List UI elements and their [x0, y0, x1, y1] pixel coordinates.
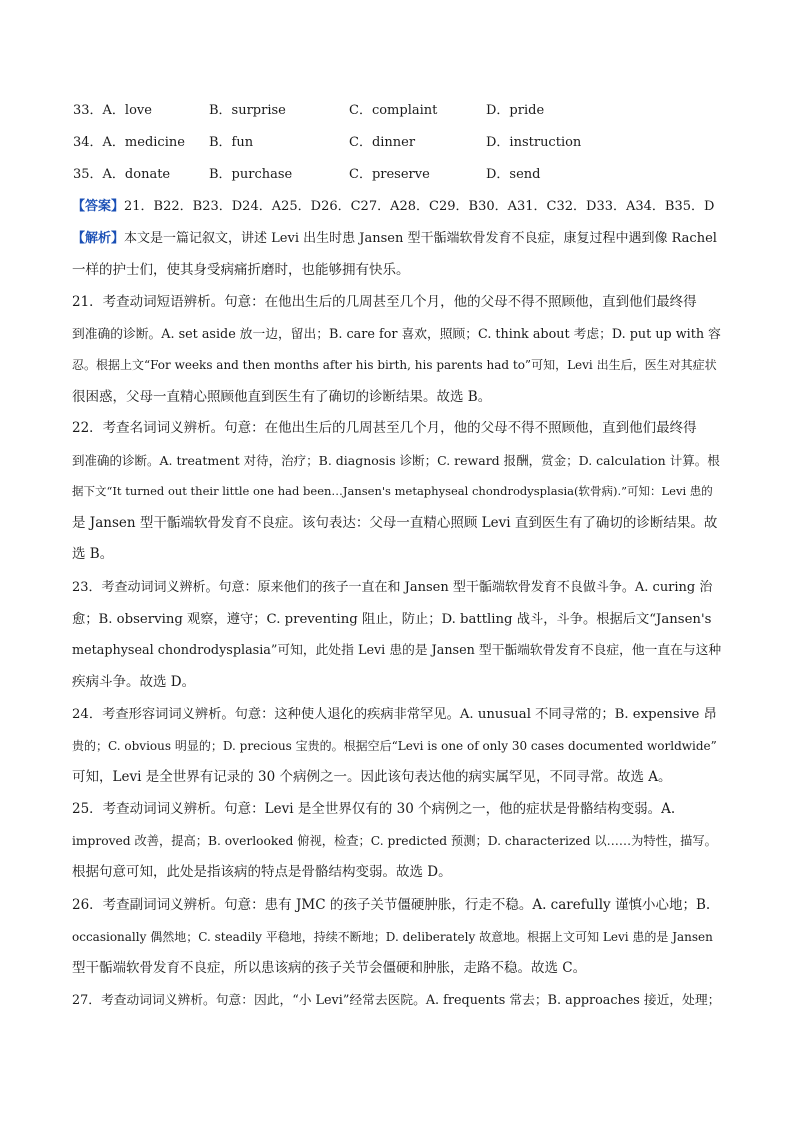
option-34-c: C．dinner	[349, 135, 416, 150]
explanation-24	[72, 699, 722, 794]
option-35-d: D．send	[486, 167, 541, 182]
text-line: 愈；B. observing 观察，遵守；C. preventing 阻止，防止；D. battling 战斗，斗争。根据后文“Jansen's	[72, 611, 712, 627]
text-line: 23．考查动词词义辨析。句意：原来他们的孩子一直在和 Jansen 型干骺端软骨发育不良做斗争。A. curing 治	[72, 580, 713, 595]
text-line: 22．考查名词词义辨析。句意：在他出生后的几周甚至几个月，他的父母不得不照顾他，直到他们最终得	[72, 420, 697, 436]
text-line: 到准确的诊断。A. treatment 对待，治疗；B. diagnosis 诊断；C. reward 报酬，赏金；D. calculation 计算。根	[72, 452, 720, 468]
analysis-section	[72, 223, 722, 286]
text-line: 26．考查副词词义辨析。句意：患有 JMC 的孩子关节僵硬肿胀，行走不稳。A. carefully 谨慎小心地；B.	[72, 897, 711, 913]
text-line: 据下文“It turned out their little one had been…Jansen's metaphyseal chondrodysplasia(软骨病).”可知：Levi 患的	[72, 484, 713, 499]
text-line: 25．考查动词词义辨析。句意：Levi 是全世界仅有的 30 个病例之一，他的症状是骨骼结构变弱。A.	[72, 801, 676, 817]
text-line: 忍。根据上文“For weeks and then months after his birth, his parents had to”可知，Levi 出生后，医生对其症状	[72, 358, 717, 373]
explanation-23	[72, 572, 722, 698]
option-35-a: 35．A．donate	[73, 167, 171, 182]
option-33-c: C．complaint	[349, 103, 438, 118]
text-line: 型干骺端软骨发育不良症，所以患该病的孩子关节会僵硬和肿胀，走路不稳。故选 C。	[72, 960, 587, 977]
text-line: 可知，Levi 是全世界有记录的 30 个病例之一。因此该句表达他的病实属罕见，不同寻常。故选 A。	[72, 769, 672, 786]
option-34-a: 34．A．medicine	[73, 135, 185, 150]
text-line: improved 改善，提高；B. overlooked 俯视，检查；C. predicted 预测；D. characterized 以……为特性，描写。	[72, 833, 717, 848]
text-line: 贵的；C. obvious 明显的；D. precious 宝贵的。根据空后“Levi is one of only 30 cases documented worldwide”	[72, 738, 717, 753]
analysis-line-2: 一样的护士们，使其身受病痛折磨时，也能够拥有快乐。	[72, 261, 410, 278]
text-line: 根据句意可知，此处是指该病的特点是骨骼结构变弱。故选 D。	[72, 864, 452, 881]
text-line: 到准确的诊断。A. set aside 放一边，留出；B. care for 喜欢，照顾；C. think about 考虑；D. put up with 容	[72, 326, 721, 342]
text-line: 24．考查形容词词义辨析。句意：这种使人退化的疾病非常罕见。A. unusual 不同寻常的；B. expensive 昂	[72, 707, 717, 722]
explanation-21	[72, 287, 722, 413]
text-line: 疾病斗争。故选 D。	[72, 673, 196, 690]
option-33-b: B．surprise	[209, 103, 286, 118]
explanation-26	[72, 890, 722, 985]
text-line: 27．考查动词词义辨析。句意：因此，“小 Levi”经常去医院。A. frequents 常去；B. approaches 接近，处理；	[72, 993, 721, 1008]
text-line: 21．考查动词短语辨析。句意：在他出生后的几周甚至几个月，他的父母不得不照顾他，直到他们最终得	[72, 294, 697, 310]
answer-line	[72, 191, 722, 223]
explanation-22	[72, 413, 722, 571]
option-34-d: D．instruction	[486, 135, 582, 150]
text-line: occasionally 偶然地；C. steadily 平稳地，持续不断地；D. deliberately 故意地。根据上文可知 Levi 患的是 Jansen	[72, 929, 713, 944]
option-35-b: B．purchase	[209, 167, 293, 182]
answer-section	[72, 191, 722, 223]
text-line: 选 B。	[72, 546, 114, 563]
text-line: 很困惑，父母一直精心照顾他直到医生有了确切的诊断结果。故选 B。	[72, 388, 492, 405]
option-33-d: D．pride	[486, 103, 545, 118]
text-line: 是 Jansen 型干骺端软骨发育不良症。该句表达：父母一直精心照顾 Levi 直到医生有了确切的诊断结果。故	[72, 514, 718, 531]
option-35-c: C．preserve	[349, 167, 430, 182]
answer-label: 【答案】	[72, 199, 125, 214]
analysis-label: 【解析】	[72, 231, 125, 246]
option-34-b: B．fun	[209, 135, 254, 150]
answer-text: 21．B22．B23．D24．A25．D26．C27．A28．C29．B30．A31．C32．D33．A34．B35．D	[124, 199, 715, 214]
option-33-a: 33．A．love	[73, 103, 152, 118]
explanation-27	[72, 985, 722, 1017]
text-line: metaphyseal chondrodysplasia”可知，此处指 Levi 患的是 Jansen 型干骺端软骨发育不良症，他一直在与这种	[72, 643, 722, 659]
analysis-line-1: 【解析】本文是一篇记叙文，讲述 Levi 出生时患 Jansen 型干骺端软骨发育不良症，康复过程中遇到像 Rachel	[72, 231, 717, 246]
explanation-25	[72, 794, 722, 889]
